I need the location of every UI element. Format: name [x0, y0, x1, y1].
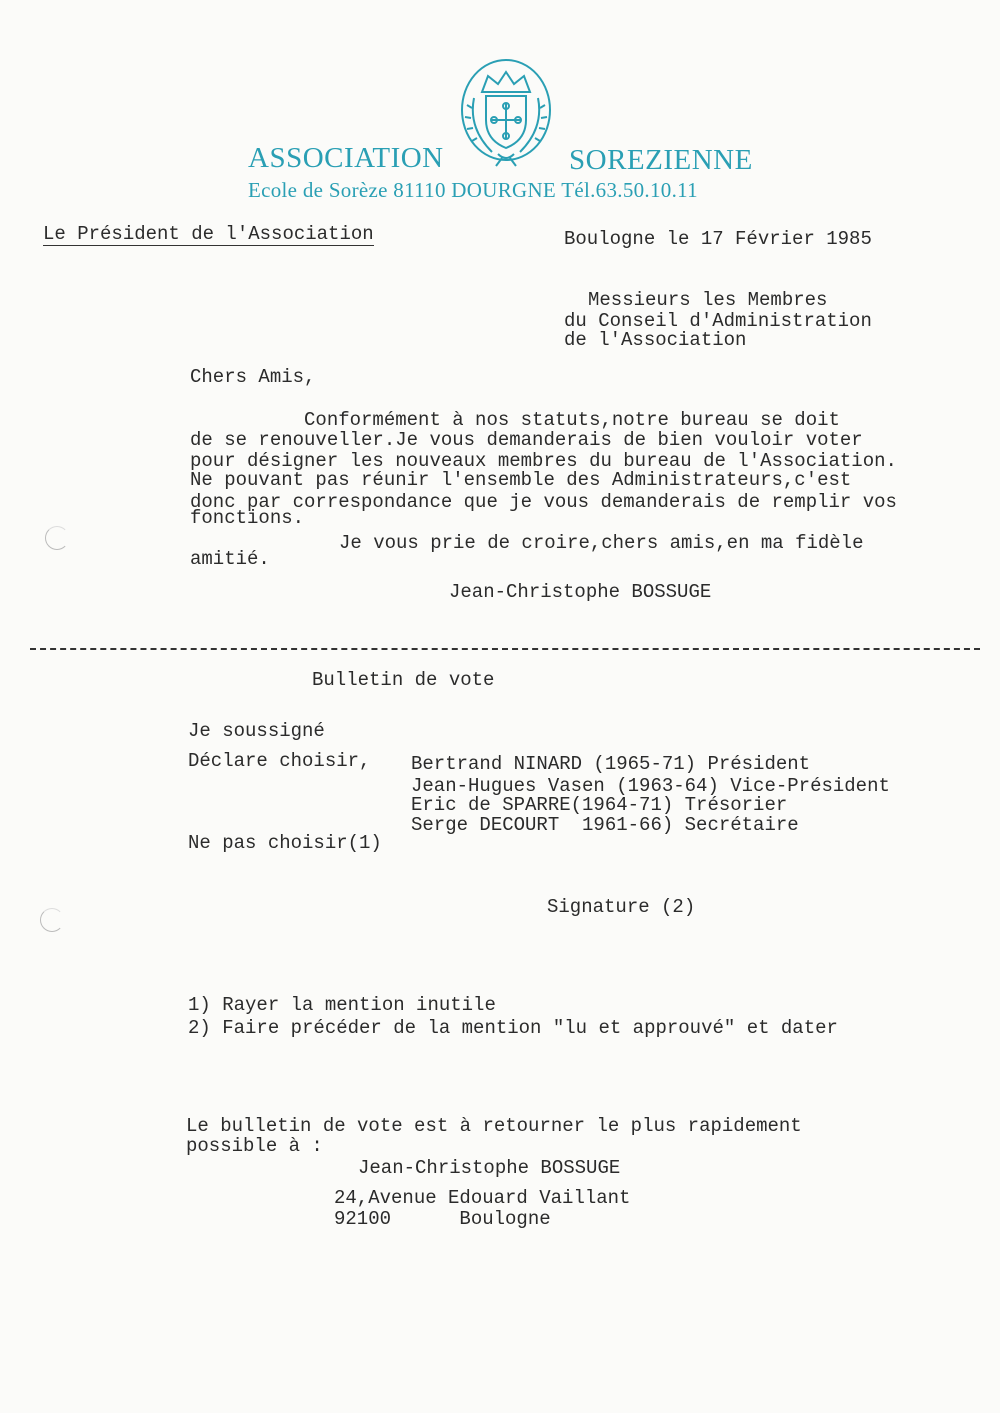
body-line: Conformément à nos statuts,notre bureau se doit: [190, 409, 840, 431]
body-line: donc par correspondance que je vous demanderais de remplir vos: [190, 491, 897, 513]
body-line: de se renouveller.Je vous demanderais de bien vouloir voter: [190, 429, 863, 451]
association-name-left: ASSOCIATION: [248, 142, 444, 174]
association-name-right: SOREZIENNE: [569, 144, 753, 176]
ballot-title: Bulletin de vote: [312, 669, 495, 691]
sender-title: Le Président de l'Association: [43, 223, 374, 245]
return-address: 92100 Boulogne: [334, 1208, 551, 1230]
return-name: Jean-Christophe BOSSUGE: [358, 1157, 621, 1179]
body-line: Ne pouvant pas réunir l'ensemble des Administrateurs,c'est: [190, 469, 852, 491]
place-date: Boulogne le 17 Février 1985: [564, 228, 872, 250]
return-instruction: Le bulletin de vote est à retourner le plus rapidement: [186, 1115, 802, 1137]
salutation: Chers Amis,: [190, 366, 316, 388]
candidate-line: Eric de SPARRE(1964-71) Trésorier: [411, 794, 788, 816]
closing-line: Je vous prie de croire,chers amis,en ma fidèle: [339, 532, 864, 554]
closing-line: amitié.: [190, 548, 270, 570]
cut-line: [30, 648, 980, 650]
candidate-line: Jean-Hugues Vasen (1963-64) Vice-Président: [411, 775, 890, 797]
recipient-line: de l'Association: [564, 329, 747, 351]
return-address: 24,Avenue Edouard Vaillant: [334, 1187, 631, 1209]
coat-of-arms-icon: [458, 58, 554, 170]
not-choose-label: Ne pas choisir(1): [188, 832, 382, 854]
body-line: pour désigner les nouveaux membres du bureau de l'Association.: [190, 450, 897, 472]
recipient-line: du Conseil d'Administration: [564, 310, 872, 332]
undersigned-label: Je soussigné: [188, 720, 325, 742]
return-instruction: possible à :: [186, 1135, 323, 1157]
body-line: fonctions.: [190, 507, 305, 529]
candidate-line: Bertrand NINARD (1965-71) Président: [411, 753, 811, 775]
punch-hole: [45, 526, 69, 550]
recipient-line: Messieurs les Membres: [588, 289, 828, 311]
declare-label: Déclare choisir,: [188, 750, 371, 772]
letterhead-address: Ecole de Sorèze 81110 DOURGNE Tél.63.50.10.11: [248, 178, 698, 202]
candidate-line: Serge DECOURT 1961-66) Secrétaire: [411, 814, 799, 836]
footnote: 1) Rayer la mention inutile: [188, 994, 496, 1016]
footnote: 2) Faire précéder de la mention "lu et approuvé" et dater: [188, 1017, 838, 1039]
signature-name: Jean-Christophe BOSSUGE: [449, 581, 712, 603]
signature-label: Signature (2): [547, 896, 696, 918]
punch-hole: [40, 908, 64, 932]
